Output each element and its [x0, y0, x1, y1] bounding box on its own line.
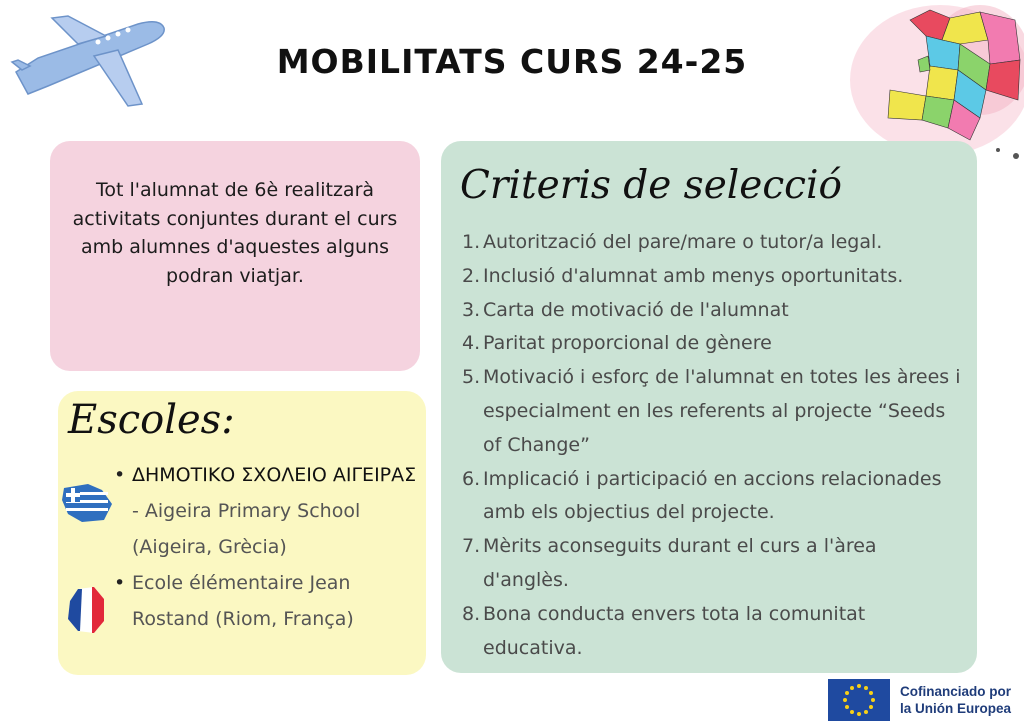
list-item: 4. Paritat proporcional de gènere: [462, 332, 772, 355]
list-item: 7. Mèrits aconseguits durant el curs a l'àrea d'anglès.: [462, 535, 877, 591]
list-item: 2. Inclusió d'alumnat amb menys oportunitats.: [462, 264, 904, 287]
intro-text: Tot l'alumnat de 6è realitzarà activitats conjuntes durant el curs amb alumnes d'aquestes alguns podran viatjar.: [72, 179, 398, 287]
criteria-list: [462, 226, 962, 665]
schools-list: [112, 457, 427, 637]
list-item: 8. Bona conducta envers tota la comunitat educativa.: [462, 602, 866, 659]
list-item: 1. Autorització del pare/mare o tutor/a legal.: [462, 231, 883, 253]
list-item: 5. Motivació i esforç de l'alumnat en totes les àrees i especialment en les referents al projecte “Seeds of Change”: [462, 366, 961, 456]
france-flag-icon: [64, 585, 108, 635]
school-name: ΔΗΜΟΤΙΚΟ ΣΧΟΛΕΙΟ ΑΙΓΕΙΡΑΣ: [132, 464, 417, 486]
list-item: 3. Carta de motivació de l'alumnat: [462, 298, 789, 321]
page-title: MOBILITATS CURS 24-25: [276, 42, 748, 81]
schools-heading: Escoles:: [68, 397, 235, 443]
eu-logo-line1: Cofinanciado por: [900, 684, 1011, 699]
eu-cofunding-logo: [828, 679, 1020, 721]
school-detail: - Aigeira Primary School (Aigeira, Grècia): [132, 500, 361, 558]
school-detail: Ecole élémentaire Jean Rostand (Riom, França): [132, 572, 354, 630]
eu-logo-line2: la Unión Europea: [900, 701, 1012, 716]
criteria-heading: Criteris de selecció: [460, 163, 842, 208]
list-item: • ΔΗΜΟΤΙΚΟ ΣΧΟΛΕΙΟ ΑΙΓΕΙΡΑΣ - Aigeira Primary School (Aigeira, Grècia): [114, 464, 417, 558]
eu-logo-text: [900, 683, 1011, 717]
greece-flag-icon: [58, 480, 118, 526]
eu-flag-icon: [828, 679, 890, 721]
list-item: • Ecole élémentaire Jean Rostand (Riom, França): [114, 572, 354, 630]
list-item: 6. Implicació i participació en accions relacionades amb els objectius del projecte.: [462, 467, 942, 524]
